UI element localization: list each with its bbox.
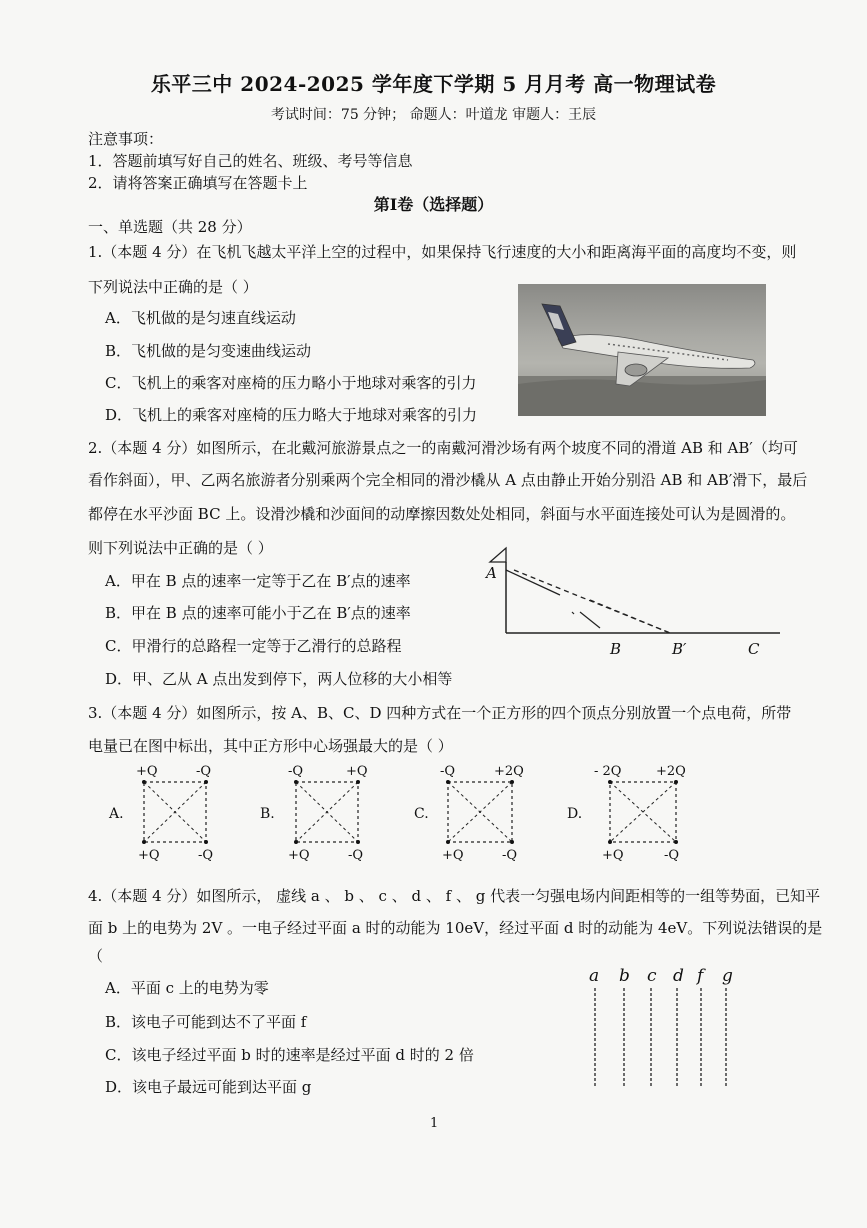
q3-b-charge-bl: +Q	[288, 848, 310, 863]
slide-diagram	[480, 540, 790, 665]
plane-g-label: g	[722, 966, 733, 986]
q3-c-charge-tl: -Q	[440, 764, 456, 779]
q2-stem-line4: 则下列说法中正确的是（ ）	[88, 539, 273, 557]
q3-a-charge-br: -Q	[198, 848, 214, 863]
plane-f-label: f	[697, 966, 704, 986]
q3-c-charge-bl: +Q	[442, 848, 464, 863]
q2-option-d: D．甲、乙从 A 点出发到停下，两人位移的大小相等	[105, 670, 453, 688]
q3-d-charge-bl: +Q	[602, 848, 624, 863]
q2-stem-line3: 都停在水平沙面 BC 上。设滑沙橇和沙面间的动摩擦因数处处相同，斜面与水平面连接处可认为是圆滑的。	[88, 505, 796, 523]
airplane-photo	[518, 284, 766, 416]
exam-title: 乐平三中 2024-2025 学年度下学期 5 月月考 高一物理试卷	[150, 72, 717, 96]
q2-stem-line2: 看作斜面），甲、乙两名旅游者分别乘两个完全相同的滑沙橇从 A 点由静止开始分别沿 AB 和 AB′滑下，最后	[88, 471, 808, 489]
notes-heading: 注意事项：	[88, 130, 164, 148]
q3-option-c-letter: C.	[414, 806, 429, 822]
point-bprime-label: B′	[672, 640, 687, 658]
q3-a-charge-tl: +Q	[136, 764, 158, 779]
point-c-label: C	[748, 640, 760, 658]
q3-option-a-letter: A.	[109, 806, 124, 822]
point-a-label: A	[486, 564, 497, 582]
q3-option-d-letter: D.	[567, 806, 583, 822]
page-number: 1	[430, 1116, 439, 1131]
q4-stem-line1: 4.（本题 4 分）如图所示， 虚线 a 、 b 、 c 、 d 、 f 、 g 代表一匀强电场内间距相等的一组等势面，已知平	[88, 887, 821, 905]
q3-d-square	[606, 778, 680, 846]
q1-option-d: D．飞机上的乘客对座椅的压力略大于地球对乘客的引力	[105, 406, 478, 424]
plane-a-label: a	[589, 966, 600, 986]
q4-stem-line2: 面 b 上的电势为 2V 。一电子经过平面 a 时的动能为 10eV，经过平面 d 时的动能为 4eV。下列说法错误的是	[88, 919, 823, 937]
q3-d-charge-br: -Q	[664, 848, 680, 863]
q3-c-square	[444, 778, 516, 846]
notes-item-2: 2．请将答案正确填写在答题卡上	[88, 174, 308, 192]
q1-option-b: B．飞机做的是匀变速曲线运动	[105, 342, 312, 360]
q4-option-a: A．平面 c 上的电势为零	[105, 979, 269, 997]
q3-b-charge-br: -Q	[348, 848, 364, 863]
q4-option-d: D．该电子最远可能到达平面 g	[105, 1078, 312, 1096]
q3-c-charge-tr: +2Q	[494, 764, 524, 779]
q3-stem-line2: 电量已在图中标出，其中正方形中心场强最大的是（ ）	[88, 737, 453, 755]
q4-option-c: C．该电子经过平面 b 时的速率是经过平面 d 时的 2 倍	[105, 1046, 474, 1064]
part-title: 一、单选题（共 28 分）	[88, 218, 252, 236]
notes-item-1: 1．答题前填写好自己的姓名、班级、考号等信息	[88, 152, 413, 170]
point-b-label: B	[610, 640, 622, 658]
q1-stem-line1: 1.（本题 4 分）在飞机飞越太平洋上空的过程中，如果保持飞行速度的大小和距离海平面的高度均不变，则	[88, 243, 797, 261]
plane-d-label: d	[673, 966, 684, 986]
q2-option-c: C．甲滑行的总路程一定等于乙滑行的总路程	[105, 637, 402, 655]
q2-option-a: A．甲在 B 点的速率一定等于乙在 B′点的速率	[105, 572, 411, 590]
q1-option-a: A．飞机做的是匀速直线运动	[105, 309, 296, 327]
exam-subtitle: 考试时间：75 分钟； 命题人：叶道龙 审题人：王辰	[270, 107, 597, 123]
equipotential-planes	[585, 986, 735, 1092]
q4-option-b: B．该电子可能到达不了平面 f	[105, 1013, 307, 1031]
q1-stem-line2: 下列说法中正确的是（ ）	[88, 278, 258, 296]
q3-option-b-letter: B.	[260, 806, 275, 822]
q3-stem-line1: 3.（本题 4 分）如图所示，按 A、B、C、D 四种方式在一个正方形的四个顶点分别放置一个点电荷，所带	[88, 704, 792, 722]
q3-a-charge-tr: -Q	[196, 764, 212, 779]
q3-b-charge-tl: -Q	[288, 764, 304, 779]
q3-c-charge-br: -Q	[502, 848, 518, 863]
q4-stem-line3: （	[88, 947, 104, 965]
q2-option-b: B．甲在 B 点的速率可能小于乙在 B′点的速率	[105, 604, 411, 622]
q3-d-charge-tl: - 2Q	[594, 764, 622, 779]
q1-option-c: C．飞机上的乘客对座椅的压力略小于地球对乘客的引力	[105, 374, 477, 392]
q3-b-charge-tr: +Q	[346, 764, 368, 779]
q3-d-charge-tr: +2Q	[656, 764, 686, 779]
plane-b-label: b	[619, 966, 630, 986]
q3-a-square	[140, 778, 210, 846]
q3-b-square	[292, 778, 362, 846]
q3-a-charge-bl: +Q	[138, 848, 160, 863]
section-title: 第Ⅰ卷（选择题）	[373, 195, 494, 214]
plane-c-label: c	[647, 966, 657, 986]
q2-stem-line1: 2.（本题 4 分）如图所示，在北戴河旅游景点之一的南戴河滑沙场有两个坡度不同的滑道 AB 和 AB′（均可	[88, 439, 798, 457]
